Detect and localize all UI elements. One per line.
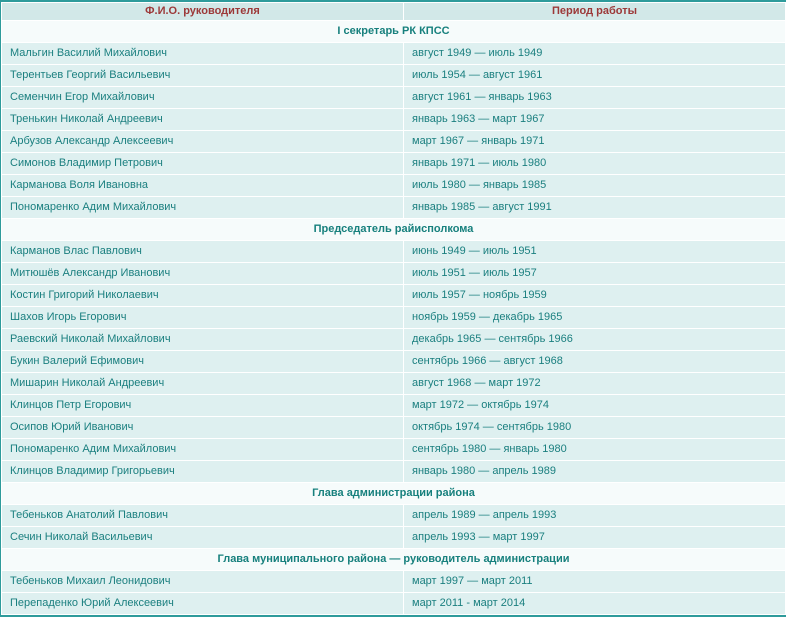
work-period-cell: март 1997 — март 2011 xyxy=(404,571,785,592)
column-header-period: Период работы xyxy=(404,3,785,20)
table-row xyxy=(2,65,785,86)
leader-name-cell: Мишарин Николай Андреевич xyxy=(2,373,403,394)
work-period-cell: июнь 1949 — июль 1951 xyxy=(404,241,785,262)
work-period-cell: март 1967 — январь 1971 xyxy=(404,131,785,152)
work-period-cell: июль 1957 — ноябрь 1959 xyxy=(404,285,785,306)
work-period-cell: январь 1985 — август 1991 xyxy=(404,197,785,218)
section-header-row xyxy=(2,549,785,570)
work-period-cell: апрель 1989 — апрель 1993 xyxy=(404,505,785,526)
table-row xyxy=(2,329,785,350)
leader-name-cell: Сечин Николай Васильевич xyxy=(2,527,403,548)
table-row xyxy=(2,417,785,438)
work-period-cell: сентябрь 1980 — январь 1980 xyxy=(404,439,785,460)
work-period-cell: март 2011 - март 2014 xyxy=(404,593,785,614)
work-period-cell: март 1972 — октябрь 1974 xyxy=(404,395,785,416)
work-period-cell: январь 1963 — март 1967 xyxy=(404,109,785,130)
table-row xyxy=(2,373,785,394)
work-period-cell: январь 1971 — июль 1980 xyxy=(404,153,785,174)
leader-name-cell: Тренькин Николай Андреевич xyxy=(2,109,403,130)
column-header-name: Ф.И.О. руководителя xyxy=(2,3,403,20)
leader-name-cell: Карманова Воля Ивановна xyxy=(2,175,403,196)
work-period-cell: август 1961 — январь 1963 xyxy=(404,87,785,108)
work-period-cell: июль 1980 — январь 1985 xyxy=(404,175,785,196)
work-period-cell: декабрь 1965 — сентябрь 1966 xyxy=(404,329,785,350)
work-period-cell: июль 1954 — август 1961 xyxy=(404,65,785,86)
table-row xyxy=(2,43,785,64)
table-row xyxy=(2,241,785,262)
work-period-cell: август 1949 — июль 1949 xyxy=(404,43,785,64)
leader-name-cell: Семенчин Егор Михайлович xyxy=(2,87,403,108)
work-period-cell: октябрь 1974 — сентябрь 1980 xyxy=(404,417,785,438)
section-header-row xyxy=(2,21,785,42)
section-title: Председатель райисполкома xyxy=(2,219,785,240)
table-row xyxy=(2,527,785,548)
table-body xyxy=(2,21,785,614)
table-row xyxy=(2,461,785,482)
leader-name-cell: Арбузов Александр Алексеевич xyxy=(2,131,403,152)
leader-name-cell: Тебеньков Михаил Леонидович xyxy=(2,571,403,592)
table-row xyxy=(2,263,785,284)
work-period-cell: ноябрь 1959 — декабрь 1965 xyxy=(404,307,785,328)
table-row xyxy=(2,351,785,372)
table-row xyxy=(2,197,785,218)
leader-name-cell: Осипов Юрий Иванович xyxy=(2,417,403,438)
work-period-cell: июль 1951 — июль 1957 xyxy=(404,263,785,284)
section-title: Глава муниципального района — руководитель администрации xyxy=(2,549,785,570)
table-row xyxy=(2,109,785,130)
table-row xyxy=(2,593,785,614)
leader-name-cell: Клинцов Владимир Григорьевич xyxy=(2,461,403,482)
leader-name-cell: Раевский Николай Михайлович xyxy=(2,329,403,350)
table-row xyxy=(2,571,785,592)
leader-name-cell: Терентьев Георгий Васильевич xyxy=(2,65,403,86)
table-row xyxy=(2,395,785,416)
table-row xyxy=(2,285,785,306)
leader-name-cell: Перепаденко Юрий Алексеевич xyxy=(2,593,403,614)
leader-name-cell: Пономаренко Адим Михайлович xyxy=(2,197,403,218)
work-period-cell: январь 1980 — апрель 1989 xyxy=(404,461,785,482)
leader-name-cell: Тебеньков Анатолий Павлович xyxy=(2,505,403,526)
leader-name-cell: Шахов Игорь Егорович xyxy=(2,307,403,328)
leader-name-cell: Мальгин Василий Михайлович xyxy=(2,43,403,64)
table-row xyxy=(2,175,785,196)
work-period-cell: апрель 1993 — март 1997 xyxy=(404,527,785,548)
leader-name-cell: Клинцов Петр Егорович xyxy=(2,395,403,416)
section-header-row xyxy=(2,219,785,240)
section-title: Глава администрации района xyxy=(2,483,785,504)
leader-name-cell: Карманов Влас Павлович xyxy=(2,241,403,262)
table-row xyxy=(2,153,785,174)
work-period-cell: август 1968 — март 1972 xyxy=(404,373,785,394)
section-header-row xyxy=(2,483,785,504)
section-title: I секретарь РК КПСС xyxy=(2,21,785,42)
leader-name-cell: Митюшёв Александр Иванович xyxy=(2,263,403,284)
table-row xyxy=(2,307,785,328)
table-row xyxy=(2,505,785,526)
work-period-cell: сентябрь 1966 — август 1968 xyxy=(404,351,785,372)
table-row xyxy=(2,439,785,460)
leader-name-cell: Симонов Владимир Петрович xyxy=(2,153,403,174)
leader-name-cell: Пономаренко Адим Михайлович xyxy=(2,439,403,460)
table-row xyxy=(2,87,785,108)
table-row xyxy=(2,131,785,152)
table-header-row xyxy=(2,3,785,20)
leader-name-cell: Костин Григорий Николаевич xyxy=(2,285,403,306)
leader-name-cell: Букин Валерий Ефимович xyxy=(2,351,403,372)
